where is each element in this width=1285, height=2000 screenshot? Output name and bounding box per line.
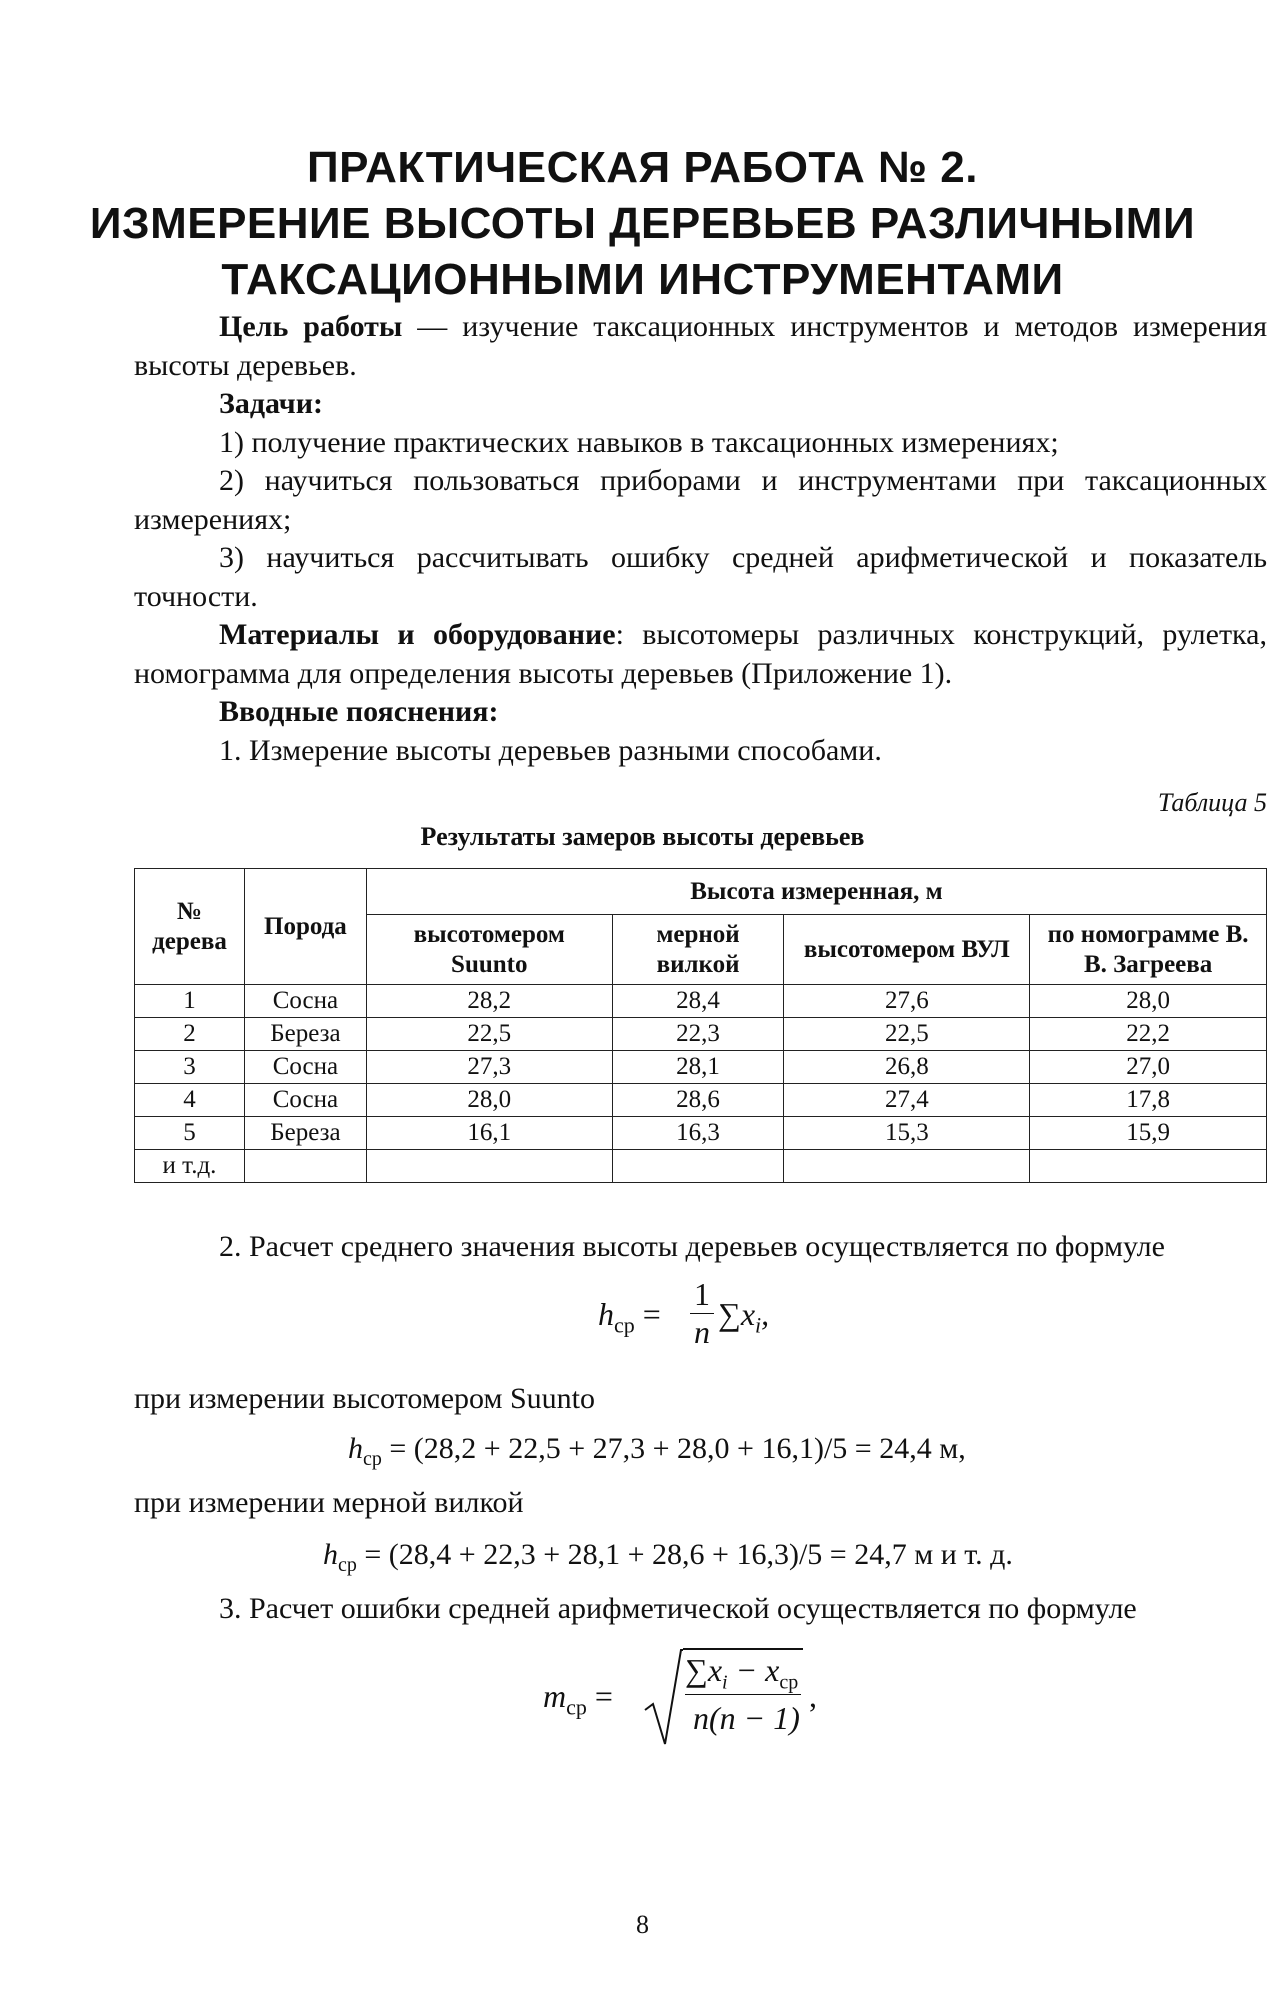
cell-nomogram: 28,0 xyxy=(1030,985,1267,1018)
header-nomogram: по номограмме В. В. Загреева xyxy=(1030,915,1267,985)
cell-vul: 27,6 xyxy=(784,985,1030,1018)
cell-species: Сосна xyxy=(244,1084,366,1117)
header-suunto: высотомером Suunto xyxy=(366,915,612,985)
table-row xyxy=(135,1051,1267,1084)
fork-block xyxy=(134,1484,1267,1523)
cell-tree: 1 xyxy=(135,985,245,1018)
title-line-2: ИЗМЕРЕНИЕ ВЫСОТЫ ДЕРЕВЬЕВ РАЗЛИЧНЫМИ xyxy=(89,199,1196,248)
cell-vul: 22,5 xyxy=(784,1018,1030,1051)
cell-nomogram: 17,8 xyxy=(1030,1084,1267,1117)
cell-suunto: 22,5 xyxy=(366,1018,612,1051)
suunto-calc xyxy=(348,1432,966,1471)
cell-fork: 16,3 xyxy=(612,1117,784,1150)
header-species: Порода xyxy=(244,869,366,985)
cell-suunto: 28,0 xyxy=(366,1084,612,1117)
header-vul: высотомером ВУЛ xyxy=(784,915,1030,985)
table-header-row xyxy=(135,869,1267,915)
table-row xyxy=(135,1150,1267,1183)
cell-species: Сосна xyxy=(244,1051,366,1084)
cell-tree: и т.д. xyxy=(135,1150,245,1183)
error-denominator: n(n − 1) xyxy=(693,1700,800,1736)
header-tree-number: № дерева xyxy=(135,869,245,985)
cell-nomogram: 22,2 xyxy=(1030,1018,1267,1051)
cell-vul: 26,8 xyxy=(784,1051,1030,1084)
header-fork: мерной вилкой xyxy=(612,915,784,985)
formula-numerator: 1 xyxy=(694,1276,710,1312)
cell-fork: 28,6 xyxy=(612,1084,784,1117)
table-title: Результаты замеров высоты деревьев xyxy=(420,822,865,851)
fork-text: при измерении мерной вилкой xyxy=(134,1486,524,1519)
table-row xyxy=(135,1018,1267,1051)
error-num-minus: − x xyxy=(727,1652,780,1688)
materials-paragraph xyxy=(134,616,1267,693)
error-num-sub-cp: ср xyxy=(779,1671,799,1694)
fork-calc-expression: = (28,4 + 22,3 + 28,1 + 28,6 + 16,3)/5 = 24,7 м и т. д. xyxy=(364,1538,1013,1571)
cell-species xyxy=(244,1150,366,1183)
cell-vul: 27,4 xyxy=(784,1084,1030,1117)
formula-h: h xyxy=(598,1296,614,1332)
title-line-3: ТАКСАЦИОННЫМИ ИНСТРУМЕНТАМИ xyxy=(221,255,1064,304)
error-formula: $m_{ср}$ = $\sum x_i - x_{ср}$ n(n − 1) , xyxy=(543,1648,823,1748)
intro-text xyxy=(134,308,1267,770)
calc-h: h xyxy=(323,1538,338,1571)
cell-fork: 28,4 xyxy=(612,985,784,1018)
materials-label: Материалы и оборудование xyxy=(219,618,616,651)
task-item: 1) получение практических навыков в таксационных измерениях; xyxy=(219,425,1059,459)
fork-calc xyxy=(323,1538,1013,1577)
step2-block xyxy=(134,1228,1267,1267)
calc-h: h xyxy=(348,1432,363,1465)
calc-h-sub: ср xyxy=(363,1448,382,1470)
step1-text: 1. Измерение высоты деревьев разными способами. xyxy=(219,733,882,767)
calc-h-sub: ср xyxy=(338,1554,357,1576)
title-line-1: ПРАКТИЧЕСКАЯ РАБОТА № 2. xyxy=(306,143,979,192)
cell-nomogram xyxy=(1030,1150,1267,1183)
task-item: 3) научиться рассчитывать ошибку средней арифметической и показатель точности. xyxy=(134,541,1267,613)
goal-paragraph xyxy=(134,308,1267,385)
table-row xyxy=(135,985,1267,1018)
results-table xyxy=(134,868,1267,1183)
cell-tree: 5 xyxy=(135,1117,245,1150)
intro-label: Вводные пояснения: xyxy=(219,695,499,728)
step2-text: 2. Расчет среднего значения высоты деревьев осуществляется по формуле xyxy=(219,1230,1165,1263)
tasks-label: Задачи: xyxy=(219,387,324,420)
cell-tree: 3 xyxy=(135,1051,245,1084)
header-height-group: Высота измеренная, м xyxy=(366,869,1266,915)
cell-vul: 15,3 xyxy=(784,1117,1030,1150)
error-formula-m: m xyxy=(543,1678,567,1714)
error-num-sub-i: i xyxy=(722,1671,728,1694)
cell-suunto: 28,2 xyxy=(366,985,612,1018)
cell-nomogram: 27,0 xyxy=(1030,1051,1267,1084)
suunto-calc-expression: = (28,2 + 22,5 + 27,3 + 28,0 + 16,1)/5 = 24,4 м, xyxy=(389,1432,966,1465)
cell-tree: 4 xyxy=(135,1084,245,1117)
materials-text: : высотомеры различных конструкций, рулетка, номограмма для определения высоты деревьев (Приложение 1). xyxy=(134,618,1267,690)
cell-suunto xyxy=(366,1150,612,1183)
formula-sum-sub: i xyxy=(755,1312,762,1338)
cell-species: Береза xyxy=(244,1018,366,1051)
error-formula-m-sub: ср xyxy=(566,1694,587,1720)
formula-h-sub: ср xyxy=(614,1312,635,1338)
error-num-sum: ∑x xyxy=(685,1652,723,1688)
page-number: 8 xyxy=(636,1910,649,1939)
table-row xyxy=(135,1117,1267,1150)
goal-label: Цель работы xyxy=(219,310,403,343)
cell-suunto: 16,1 xyxy=(366,1117,612,1150)
cell-fork xyxy=(612,1150,784,1183)
cell-suunto: 27,3 xyxy=(366,1051,612,1084)
cell-species: Сосна xyxy=(244,985,366,1018)
cell-nomogram: 15,9 xyxy=(1030,1117,1267,1150)
table-row xyxy=(135,1084,1267,1117)
suunto-block xyxy=(134,1380,1267,1419)
formula-denominator: n xyxy=(690,1313,714,1351)
table-caption: Таблица 5 xyxy=(1157,788,1267,817)
goal-text: — изучение таксационных инструментов и методов измерения высоты деревьев. xyxy=(134,310,1267,382)
cell-vul xyxy=(784,1150,1030,1183)
sqrt-sign xyxy=(643,1648,683,1748)
cell-tree: 2 xyxy=(135,1018,245,1051)
step3-block xyxy=(134,1590,1267,1629)
step3-text: 3. Расчет ошибки средней арифметической осуществляется по формуле xyxy=(219,1592,1137,1625)
suunto-text: при измерении высотомером Suunto xyxy=(134,1382,595,1415)
cell-species: Береза xyxy=(244,1117,366,1150)
cell-fork: 28,1 xyxy=(612,1051,784,1084)
formula-sum: ∑x xyxy=(718,1296,756,1332)
cell-fork: 22,3 xyxy=(612,1018,784,1051)
task-item: 2) научиться пользоваться приборами и инструментами при таксационных измерениях; xyxy=(134,464,1267,536)
page-title xyxy=(0,140,1285,308)
